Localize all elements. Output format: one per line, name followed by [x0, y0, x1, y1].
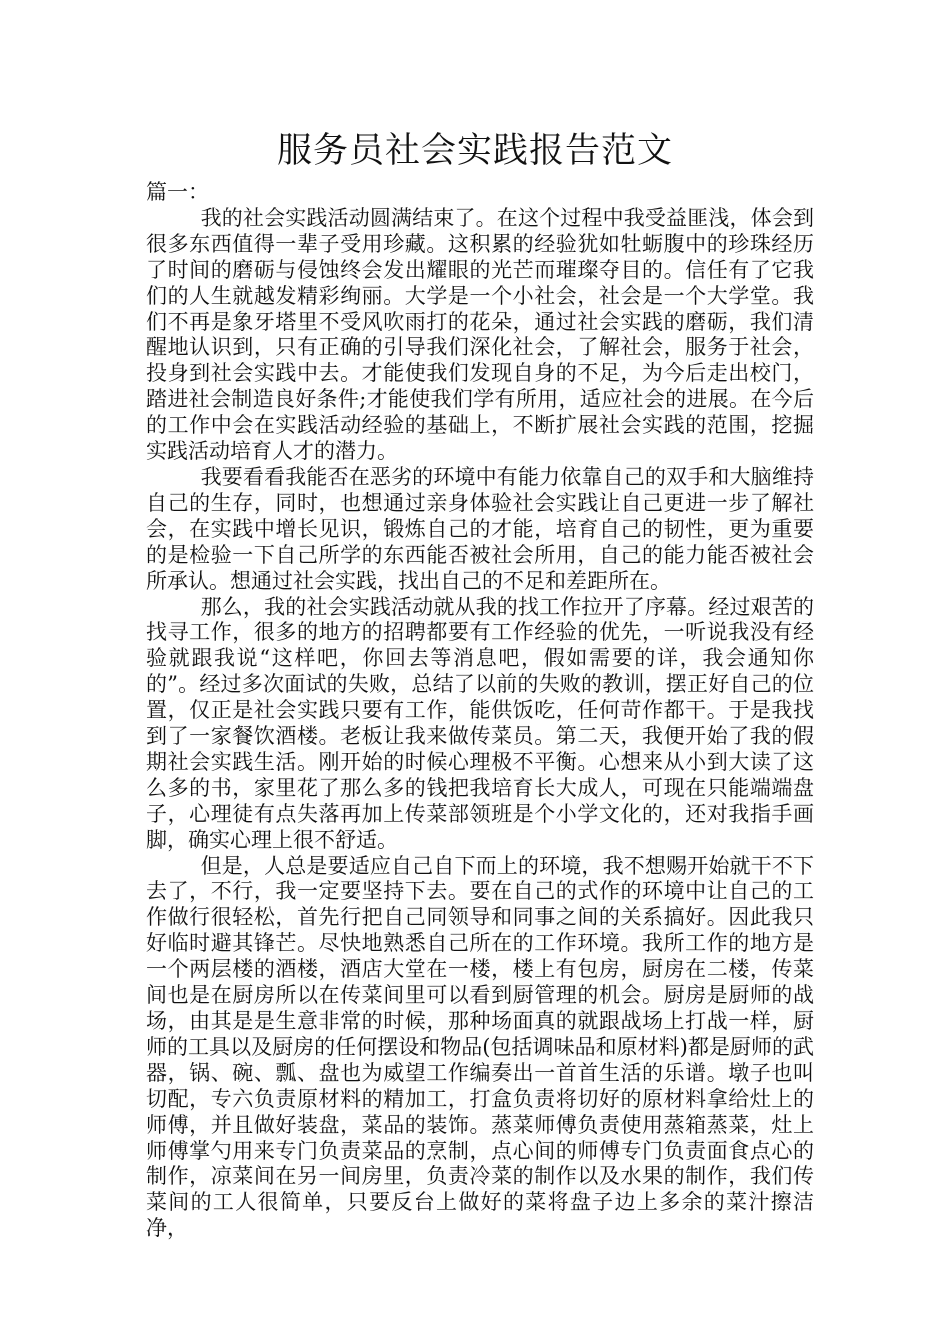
document-title: 服务员社会实践报告范文	[276, 131, 673, 171]
paragraph-4: 但是，人总是要适应自己自下而上的环境，我不想赐开始就干不下去了，不行，我一定要坚持下去。要在自己的式作的环境中让自己的工作做行很轻松，首先行把自己同领导和同事之间的关系搞好。因此我只好临时避其锋芒。尽快地熟悉自己所在的工作环境。我所工作的地方是一个两层楼的酒楼，酒店大堂在一楼，楼上有包房，厨房在二楼，传菜间也是在厨房所以在传菜间里可以看到厨管理的机会。厨房是厨师的战场，由其是是生意非常的时候，那种场面真的就跟战场上打战一样，厨师的工具以及厨房的任何摆设和物品(包括调味品和原材料)都是厨师的武器，锅、碗、瓢、盘也为威望工作编奏出一首首生活的乐谱。墩子也叫切配，专六负责原材料的精加工，打盒负责将切好的原材料拿给灶上的师傅，并且做好装盘，菜品的装饰。蒸菜师傅负责使用蒸箱蒸菜，灶上师傅掌勺用来专门负责菜品的烹制，点心间的师傅专门负责面食点心的制作，凉菜间在另一间房里，负责冷菜的制作以及水果的制作，我们传菜间的工人很简单，只要反台上做好的菜将盘子边上多余的菜汁擦洁净，	[146, 853, 814, 1241]
paragraph-3: 那么，我的社会实践活动就从我的找工作拉开了序幕。经过艰苦的找寻工作，很多的地方的招聘都要有工作经验的优先，一听说我没有经验就跟我说“这样吧，你回去等消息吧，假如需要的详，我会通知你的”。经过多次面试的失败，总结了以前的失败的教训，摆正好自己的位置，仅正是社会实践只要有工作，能供饭吃，任何苛作都干。于是我找到了一家餐饮酒楼。老板让我来做传菜员。第二天，我便开始了我的假期社会实践生活。刚开始的时候心理极不平衡。心想来从小到大读了这么多的书，家里花了那么多的钱把我培育长大成人，可现在只能端端盘子，心理徒有点失落再加上传菜部领班是个小学文化的，还对我指手画脚，确实心理上很不舒适。	[146, 594, 814, 852]
paragraph-1: 我的社会实践活动圆满结束了。在这个过程中我受益匪浅，体会到很多东西值得一辈子受用珍藏。这积累的经验犹如牡蛎腹中的珍珠经历了时间的磨砺与侵蚀终会发出耀眼的光芒而璀璨夺目的。信任有了它我们的人生就越发精彩绚丽。大学是一个小社会，社会是一个大学堂。我们不再是象牙塔里不受风吹雨打的花朵，通过社会实践的磨砺，我们清醒地认识到，只有正确的引导我们深化社会，了解社会，服务于社会，投身到社会实践中去。才能使我们发现自身的不足，为今后走出校门，踏进社会制造良好条件;才能使我们学有所用，适应社会的进展。在今后的工作中会在实践活动经验的基础上，不断扩展社会实践的范围，挖掘实践活动培育人才的潜力。	[146, 205, 814, 464]
document-body	[146, 180, 814, 1242]
section-label: 篇一：	[146, 180, 209, 204]
paragraph-2: 我要看看我能否在恶劣的环境中有能力依靠自己的双手和大脑维持自己的生存，同时，也想通过亲身体验社会实践让自己更进一步了解社会，在实践中增长见识，锻炼自己的才能，培育自己的韧性，更为重要的是检验一下自己所学的东西能否被社会所用，自己的能力能否被社会所承认。想通过社会实践，找出自己的不足和差距所在。	[146, 464, 814, 593]
